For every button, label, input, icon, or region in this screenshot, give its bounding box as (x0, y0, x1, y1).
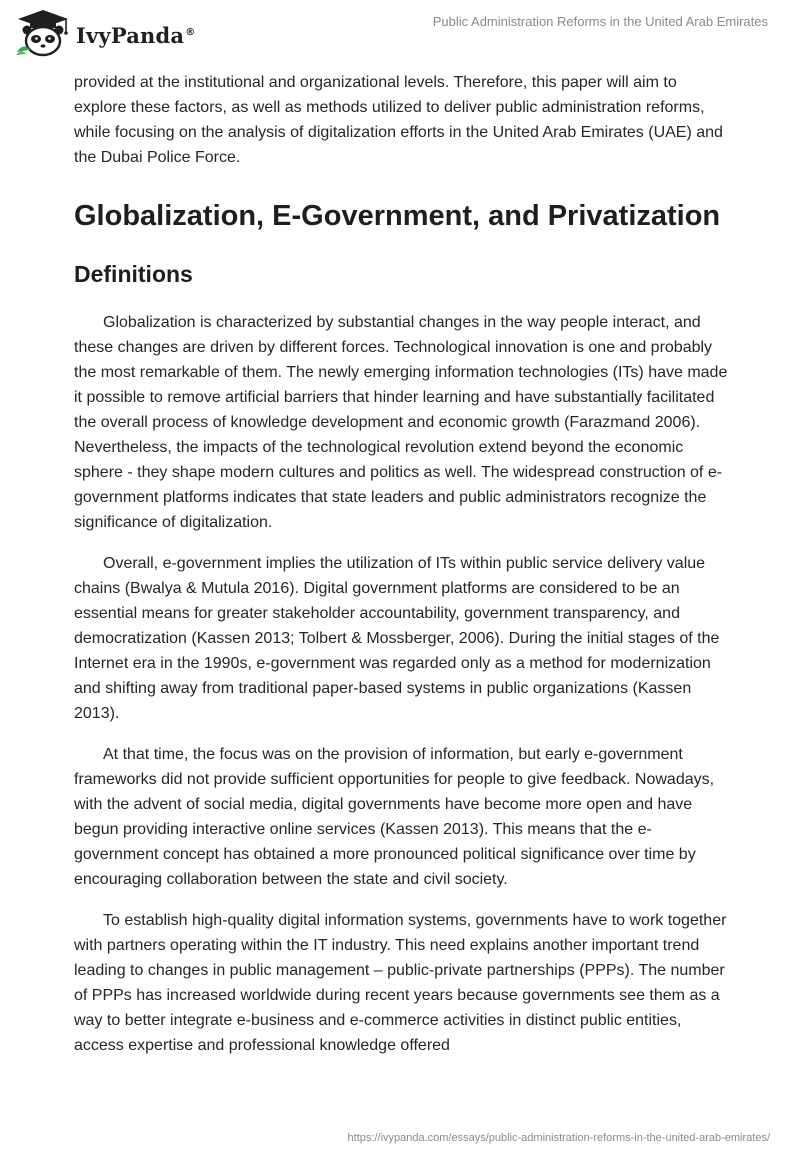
page-header (0, 0, 800, 70)
body-paragraph-1: Globalization is characterized by substantial changes in the way people interact, and these changes are driven by different forces. Technological innovation is one and probably the most remarkable of them. The newly emerging information technologies (ITs) have made it possible to remove artificial barriers that hinder learning and have substantially facilitated the overall process of knowledge development and economic growth (Farazmand 2006). Nevertheless, the impacts of the technological revolution extend beyond the economic sphere - they shape modern cultures and politics as well. The widespread construction of e-government platforms indicates that state leaders and public administrators recognize the significance of digitalization. (74, 314, 728, 531)
ivypanda-logo[interactable] (14, 8, 195, 58)
registered-mark: ® (185, 26, 196, 38)
logo-text (76, 23, 195, 48)
essay-content (74, 70, 728, 1074)
document-title: Public Administration Reforms in the United Arab Emirates (432, 14, 768, 29)
body-paragraph-2: Overall, e-government implies the utilization of ITs within public service delivery value chains (Bwalya & Mutula 2016). Digital government platforms are considered to be an essential means for greater stakeholder accountability, government transparency, and democratization (Kassen 2013; Tolbert & Mossberger, 2006). During the initial stages of the Internet era in the 1990s, e-government was regarded only as a method for modernization and shifting away from traditional paper-based systems in public organizations (Kassen 2013). (74, 555, 720, 722)
section-heading: Globalization, E-Government, and Privatization (74, 200, 721, 232)
subsection-heading: Definitions (74, 261, 193, 287)
logo-wordmark: IvyPanda (76, 22, 185, 48)
panda-graduation-cap-icon (14, 8, 72, 58)
source-url[interactable]: https://ivypanda.com/essays/public-administration-reforms-in-the-united-arab-emirates/ (347, 1132, 770, 1144)
body-paragraph-3: At that time, the focus was on the provision of information, but early e-government frameworks did not provide sufficient opportunities for people to give feedback. Nowadays, with the advent of social media, digital governments have become more open and have begun providing interactive online services (Kassen 2013). This means that the e-government concept has obtained a more pronounced political significance over time by encouraging collaboration between the state and civil society. (74, 746, 715, 888)
body-paragraph-4: To establish high-quality digital information systems, governments have to work together with partners operating within the IT industry. This need explains another important trend leading to changes in public management – public-private partnerships (PPPs). The number of PPPs has increased worldwide during recent years because governments see them as a way to better integrate e-business and e-commerce activities in distinct public entities, access expertise and professional knowledge offered (74, 912, 727, 1054)
lead-paragraph: provided at the institutional and organizational levels. Therefore, this paper will aim to explore these factors, as well as methods utilized to deliver public administration reforms, while focusing on the analysis of digitalization efforts in the United Arab Emirates (UAE) and the Dubai Police Force. (74, 74, 723, 166)
